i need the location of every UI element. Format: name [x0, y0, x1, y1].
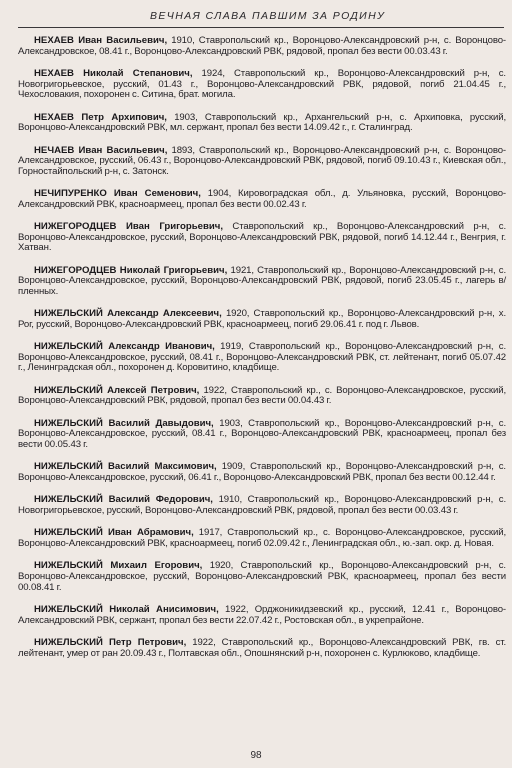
entry-name: НИЖЕЛЬСКИЙ Иван Абрамович,	[34, 527, 194, 539]
entry-name: НИЖЕЛЬСКИЙ Василий Давыдович,	[34, 417, 214, 429]
entry-details: 1919, Ставропольский кр., Воронцово-Александровский р-н, с. Воронцово-Александровское, русский, 08.41 г., Воронцово-Александровский РВК, ст. лейтенант, погиб 05.07.42 г., Ленинградская обл., похоронен д. Коровитино, кладбище.	[18, 341, 506, 374]
entry-paragraph	[18, 528, 506, 549]
entry-name: НЕЧИПУРЕНКО Иван Семенович,	[34, 188, 201, 200]
entry-details: 1910, Ставропольский кр., Воронцово-Александровский р-н, с. Новогригорьевское, русский, Воронцово-Александровский РВК, рядовой, пропал без вести 00.03.43 г.	[18, 494, 506, 516]
entry-name: НИЖЕЛЬСКИЙ Александр Алексеевич,	[34, 308, 222, 320]
entry-name: НИЖЕЛЬСКИЙ Василий Федорович,	[34, 494, 213, 506]
entry-paragraph	[18, 638, 506, 659]
entry-details: 1922, Орджоникидзевский кр., русский, 12.41 г., Воронцово-Александровский РВК, сержант, пропал без вести 22.07.42 г., Ростовская обл., в укрепрайоне.	[18, 603, 506, 626]
entry-paragraph	[18, 309, 506, 330]
entry-name: НИЖЕГОРОДЦЕВ Николай Григорьевич,	[34, 264, 228, 276]
entry-details: 1920, Ставропольский кр., Воронцово-Александровский р-н, х. Рог, русский, Воронцово-Александровский РВК, красноармеец, погиб 29.06.41 г. под г. Львов.	[18, 308, 506, 330]
page-number: 98	[250, 750, 262, 761]
entry-details: Ставропольский кр., Воронцово-Александровский р-н, с. Воронцово-Александровское, русский, Воронцово-Александровский РВК, рядовой, погиб 14.12.44 г., Венгрия, г. Хатван.	[18, 221, 506, 254]
header-title: ВЕЧНАЯ СЛАВА ПАВШИМ ЗА РОДИНУ	[150, 10, 386, 22]
entry-paragraph	[18, 113, 506, 134]
entry-list	[18, 36, 506, 671]
entry-name: НЕХАЕВ Иван Васильевич,	[34, 35, 168, 46]
entry-details: 1921, Ставропольский кр., Воронцово-Александровский р-н, с. Воронцово-Александровское, русский, Воронцово-Александровский РВК, рядовой, погиб 23.05.45 г., лагерь в/пленных.	[18, 264, 506, 297]
entry-name: НЕЧАЕВ Иван Васильевич,	[34, 144, 168, 156]
entry-paragraph	[18, 605, 506, 626]
entry-details: 1903, Ставропольский кр., Воронцово-Александровский р-н, с. Воронцово-Александровское, русский, 08.41 г., Воронцово-Александровский РВК, красноармеец, пропал без вести 00.05.43 г.	[18, 417, 506, 450]
entry-details: 1922, Ставропольский кр., с. Воронцово-Александровское, русский, Воронцово-Александровский РВК, рядовой, пропал без вести 00.04.43 г.	[18, 384, 506, 407]
entry-name: НИЖЕЛЬСКИЙ Михаил Егорович,	[34, 560, 203, 572]
entry-name: НЕХАЕВ Петр Архипович,	[34, 111, 167, 123]
entry-name: НИЖЕЛЬСКИЙ Алексей Петрович,	[34, 384, 200, 396]
entry-details: 1904, Кировоградская обл., д. Ульяновка, русский, Воронцово-Александровский РВК, красноармеец, пропал без вести 00.02.43 г.	[18, 188, 506, 210]
entry-details: 1922, Ставропольский кр., Воронцово-Александровский РВК, гв. ст. лейтенант, умер от ран 20.09.43 г., Полтавская обл., Опошнянский р-н, похоронен с. Курлюково, кладбище.	[18, 636, 506, 659]
entry-name: НИЖЕЛЬСКИЙ Александр Иванович,	[34, 341, 215, 353]
entry-paragraph	[18, 222, 506, 254]
entry-paragraph	[18, 146, 506, 178]
entry-paragraph	[18, 189, 506, 210]
entry-paragraph	[18, 69, 506, 101]
entry-details: 1924, Ставропольский кр., Воронцово-Александровский р-н, с. Новогригорьевское, русский, 01.43 г., Воронцово-Александровский РВК, рядовой, погиб 21.04.45 г., Чехословакия, похоронен с. Ситина, брат. могила.	[18, 67, 506, 101]
entry-name: НИЖЕЛЬСКИЙ Николай Анисимович,	[34, 603, 219, 615]
entry-paragraph	[18, 386, 506, 407]
entry-name: НИЖЕГОРОДЦЕВ Иван Григорьевич,	[34, 221, 224, 233]
entry-details: 1893, Ставропольский кр., Воронцово-Александровский р-н, с. Воронцово-Александровское, русский, 06.43 г., Воронцово-Александровский РВК, рядовой, погиб 09.10.43 г., Киевская обл., Горностайпольский р-н, с. Затонск.	[18, 144, 506, 177]
entry-details: 1917, Ставропольский кр., с. Воронцово-Александровское, русский, Воронцово-Александровский РВК, красноармеец, погиб 02.09.42 г., Ленинградская обл., ю.-зап. окр. д. Новая.	[18, 527, 506, 549]
running-header	[0, 8, 512, 28]
entry-paragraph	[18, 419, 506, 451]
entry-paragraph	[18, 36, 506, 57]
entry-details: 1909, Ставропольский кр., Воронцово-Александровский р-н, с. Воронцово-Александровское, русский, 06.41 г., Воронцово-Александровский РВК, пропал без вести 00.12.44 г.	[18, 461, 506, 483]
entry-paragraph	[18, 462, 506, 483]
entry-paragraph	[18, 495, 506, 516]
entry-details: 1920, Ставропольский кр., Воронцово-Александровский р-н, с. Воронцово-Александровское, русский, Воронцово-Александровский РВК, красноармеец, пропал без вести 00.08.41 г.	[18, 560, 506, 593]
entry-paragraph	[18, 266, 506, 298]
header-rule	[18, 27, 504, 28]
entry-name: НИЖЕЛЬСКИЙ Василий Максимович,	[34, 461, 217, 473]
entry-details: 1910, Ставропольский кр., Воронцово-Александровский р-н, с. Воронцово-Александровское, 08.41 г., Воронцово-Александровский РВК, рядовой, пропал без вести 00.03.43 г.	[18, 35, 506, 57]
entry-paragraph	[18, 561, 506, 593]
entry-name: НИЖЕЛЬСКИЙ Петр Петрович,	[34, 636, 187, 648]
entry-details: 1903, Ставропольский кр., Архангельский р-н, с. Архиповка, русский, Воронцово-Александровский РВК, мл. сержант, пропал без вести 14.09.42 г., г. Сталинград.	[18, 111, 506, 134]
entry-name: НЕХАЕВ Николай Степанович,	[34, 67, 193, 79]
entry-paragraph	[18, 342, 506, 374]
